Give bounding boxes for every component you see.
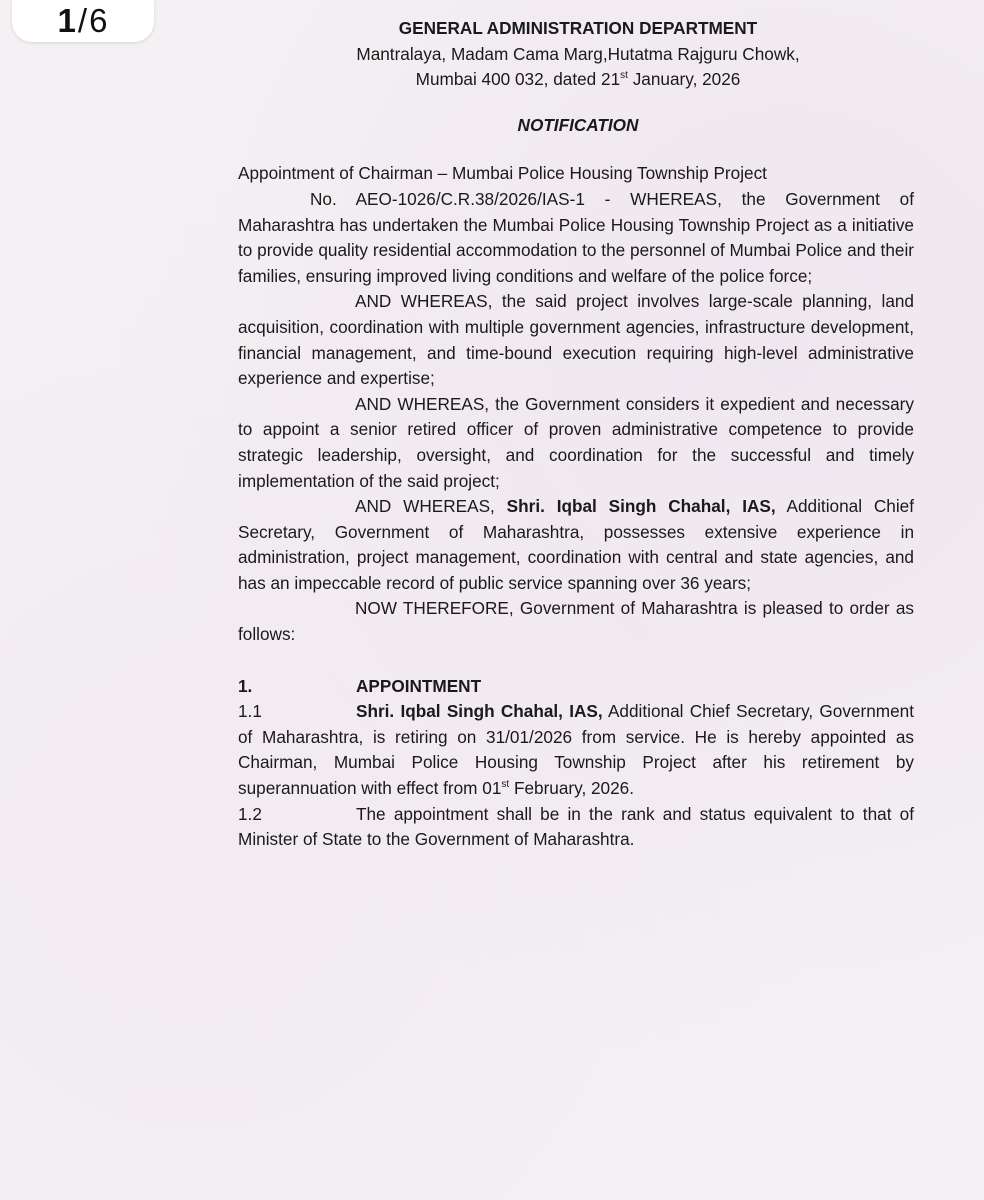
total-pages: 6 — [89, 2, 109, 39]
whereas-lead: AND WHEREAS, — [355, 496, 507, 517]
officer-credentials: Additional Chief Secretary, Government of Maharashtra, possesses extensive experience in administration, project management, coordination with central and state agencies, and has an impeccable record of public service spanning over 36 years; — [238, 496, 914, 593]
notification-document — [238, 0, 914, 853]
clause-1-2 — [238, 802, 914, 853]
officer-name: Shri. Iqbal Singh Chahal, IAS, — [506, 496, 776, 517]
section-title: APPOINTMENT — [356, 675, 482, 696]
department-address: Mantralaya, Madam Cama Marg,Hutatma Rajguru Chowk, — [356, 43, 800, 64]
page-separator: / — [77, 2, 89, 39]
department-name: GENERAL ADMINISTRATION DEPARTMENT — [398, 18, 758, 38]
clause-text-a: Additional Chief Secretary, Government of Maharashtra, is retiring on 31/01/2026 from service. He is hereby appointed as Chairman, Mumbai Police Housing Township Project after his retirement by superannuation with effect from 01 — [238, 701, 915, 799]
date-line — [298, 67, 858, 93]
clause-ordinal: st — [501, 779, 510, 791]
letterhead — [298, 16, 858, 93]
clause-1-1 — [238, 699, 914, 801]
clause-officer-name: Shri. Iqbal Singh Chahal, IAS, — [356, 701, 603, 722]
clause-text-b: February, 2026. — [509, 778, 635, 799]
section-heading-appointment — [238, 674, 914, 700]
notification-title: NOTIFICATION — [517, 114, 639, 135]
date-suffix: January, 2026 — [627, 69, 741, 90]
paragraph-whereas-expedient: AND WHEREAS, the Government considers it expedient and necessary to appoint a senior retired officer of proven administrative competence to provide strategic leadership, oversight, and coordination for the successful and timely implementation of the said project; — [238, 393, 914, 491]
section-number: 1. — [238, 675, 253, 696]
paragraph-preamble: No. AEO-1026/C.R.38/2026/IAS-1 - WHEREAS, the Government of Maharashtra has undertaken the Mumbai Police Housing Township Project as a initiative to provide quality residential accommodation to the personnel of Mumbai Police and their families, ensuring improved living conditions and welfare of the police force; — [238, 188, 914, 286]
date-prefix: Mumbai 400 032, dated 21 — [415, 69, 621, 90]
clause-text: The appointment shall be in the rank and status equivalent to that of Minister of State to the Government of Maharashtra. — [238, 803, 914, 850]
date-ordinal: st — [620, 70, 628, 82]
page-counter-badge — [12, 0, 154, 42]
current-page-number: 1 — [57, 2, 77, 39]
paragraph-whereas-project: AND WHEREAS, the said project involves large-scale planning, land acquisition, coordination with multiple government agencies, infrastructure development, financial management, and time-bound execution requiring high-level administrative experience and expertise; — [238, 291, 914, 389]
paragraph-now-therefore: NOW THEREFORE, Government of Maharashtra is pleased to order as follows: — [238, 598, 914, 645]
clause-number: 1.2 — [238, 803, 262, 824]
clause-number: 1.1 — [238, 701, 262, 722]
subject-line: Appointment of Chairman – Mumbai Police Housing Township Project — [238, 163, 767, 184]
paragraph-whereas-officer — [238, 494, 914, 596]
